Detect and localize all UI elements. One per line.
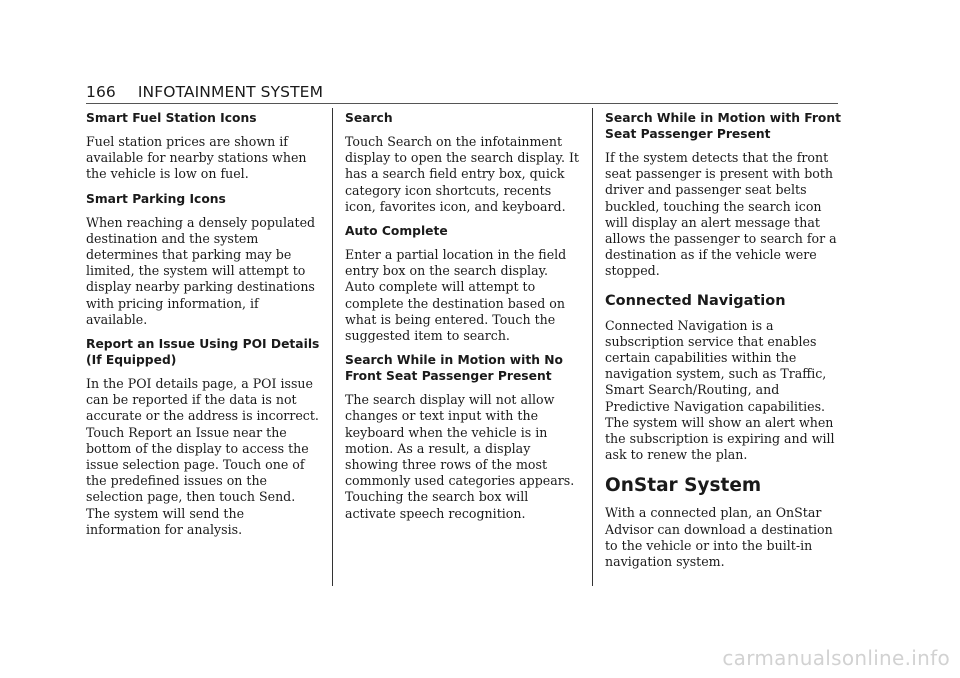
watermark: carmanualsonline.info [722,646,950,670]
heading-search-no-passenger: Search While in Motion with No Front Seat Passenger Present [345,353,563,384]
page-number: 166 [86,83,116,101]
heading-search-with-passenger: Search While in Motion with Front Seat Passenger Present [605,111,842,141]
paragraph-auto-complete: Enter a partial location in the field entry box on the search display. Auto complete will attempt to complete the destination based on what is being entered. Touch the suggested item to search. [345,247,567,344]
heading-smart-fuel-station-icons: Smart Fuel Station Icons [86,111,257,125]
paragraph-search: Touch Search on the infotainment display to open the search display. It has a search field entry box, quick category icon shortcuts, recents icon, favorites icon, and keyboard. [345,134,579,214]
column-divider-2 [592,108,593,586]
paragraph-search-with-passenger: If the system detects that the front seat passenger is present with both driver and passenger seat belts buckled, touching the search icon will display an alert message that allows the passenger to search for a destination as if the vehicle were stopped. [605,150,837,279]
header-rule [86,103,838,104]
paragraph-search-no-passenger: The search display will not allow changes or text input with the keyboard when the vehicle is in motion. As a result, a display showing three rows of the most commonly used categories appears. Touching the search box will activate speech recognition. [345,392,575,521]
heading-smart-parking-icons: Smart Parking Icons [86,191,226,206]
section-title: INFOTAINMENT SYSTEM [137,83,324,101]
heading-onstar-system: OnStar System [605,475,762,497]
column-3 [605,110,841,570]
paragraph-report-issue: In the POI details page, a POI issue can be reported if the data is not accurate or the address is incorrect. Touch Report an Issue near the bottom of the display to access the issue selection page. Touch one of the predefined issues on the selection page, then touch Send. The system will send the information for analysis. [86,376,319,537]
paragraph-fuel-station-prices: Fuel station prices are shown if available for nearby stations when the vehicle is low on fuel. [86,134,307,182]
heading-search: Search [345,111,393,125]
paragraph-onstar: With a connected plan, an OnStar Advisor can download a destination to the vehicle or into the built-in navigation system. [605,505,833,570]
paragraph-connected-navigation: Connected Navigation is a subscription service that enables certain capabilities within the navigation system, such as Traffic, Smart Search/Routing, and Predictive Navigation capabilities. The system will show an alert when the subscription is expiring and will ask to renew the plan. [605,317,835,463]
column-divider-1 [332,108,333,586]
column-1 [86,110,322,538]
page-header [86,83,323,101]
heading-report-an-issue: Report an Issue Using POI Details (If Equipped) [86,337,320,368]
heading-connected-navigation: Connected Navigation [605,292,786,309]
column-2 [345,110,581,522]
heading-auto-complete: Auto Complete [345,224,448,239]
paragraph-parking: When reaching a densely populated destination and the system determines that parking may be limited, the system will attempt to display nearby parking destinations with pricing information, if available. [86,214,316,327]
